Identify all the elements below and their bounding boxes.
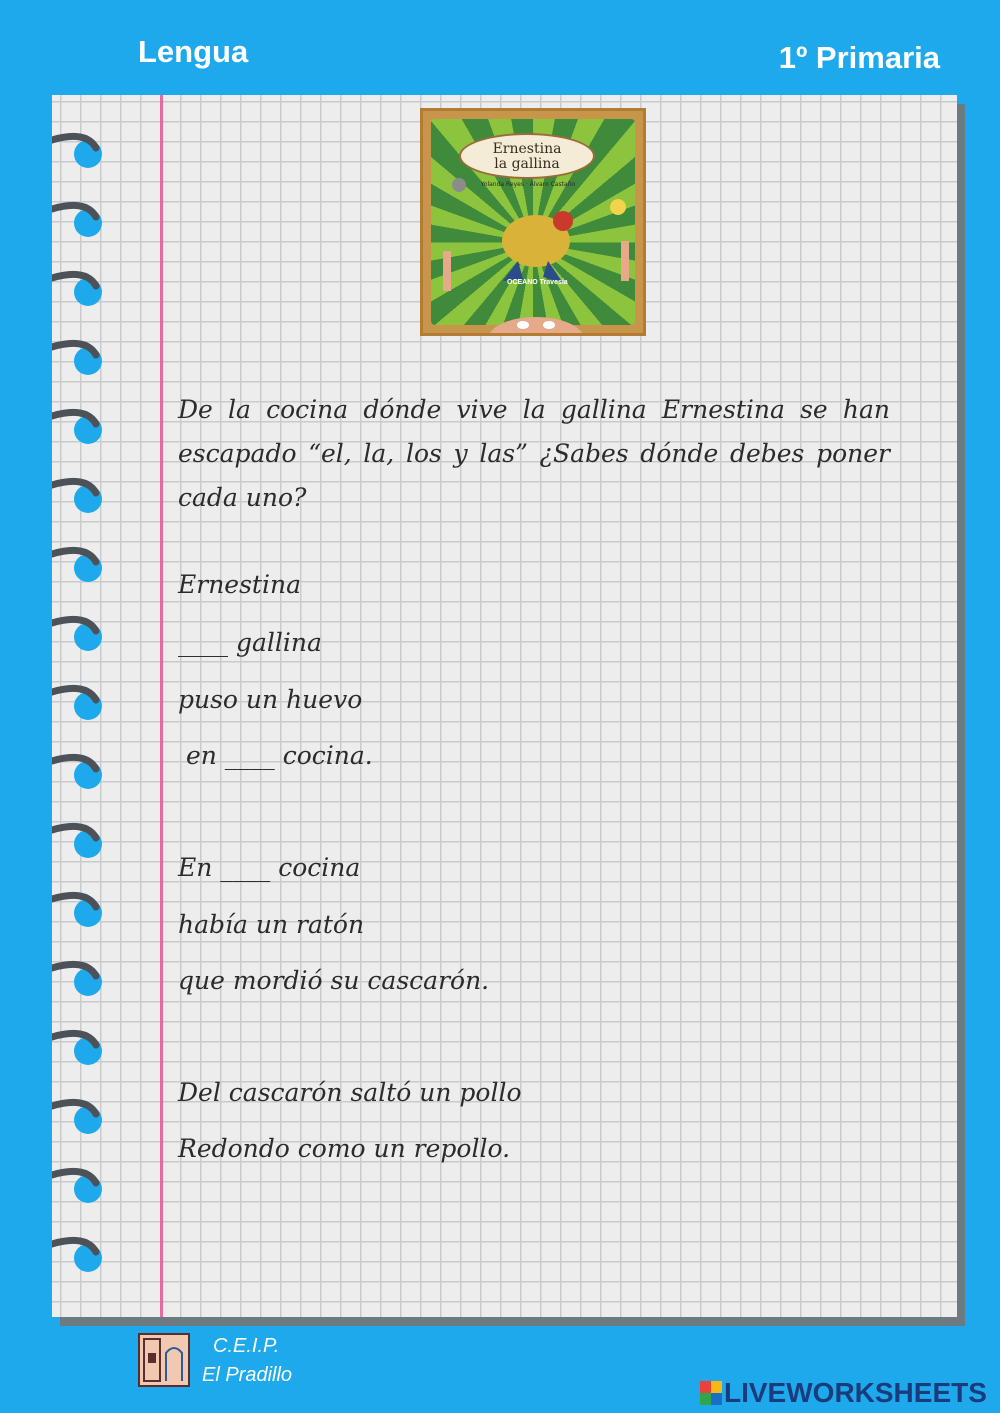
grade-title: 1º Primaria — [778, 40, 940, 75]
liveworksheets-watermark[interactable] — [700, 1378, 987, 1408]
spiral-ring — [52, 274, 102, 306]
liveworksheets-logo-icon — [700, 1381, 722, 1405]
poem-line: había un ratón — [178, 910, 365, 939]
watermark-text: LIVEWORKSHEETS — [724, 1377, 987, 1408]
poem-line-blank: en ____ cocina. — [178, 741, 373, 770]
poem-line: puso un huevo — [178, 685, 363, 714]
spiral-ring — [52, 619, 102, 651]
spiral-ring — [52, 826, 102, 858]
school-logo-emblem — [140, 1335, 188, 1385]
poem-line: Del cascarón saltó un pollo — [178, 1078, 522, 1107]
cover-publisher: OCEANO Travesía — [507, 279, 568, 286]
spiral-ring — [52, 1171, 102, 1203]
spiral-ring — [52, 481, 102, 513]
school-name-line1: C.E.I.P. — [213, 1335, 280, 1357]
poem-line: Redondo como un repollo. — [178, 1134, 511, 1163]
spiral-ring — [52, 1240, 102, 1272]
instructions-text: De la cocina dónde vive la gallina Ernestina se han escapado “el, la, los y las” ¿Sabes dónde debes poner cada uno? — [178, 395, 890, 512]
spiral-ring — [52, 757, 102, 789]
cover-title: Ernestina la gallina — [459, 133, 595, 179]
school-logo — [138, 1333, 190, 1387]
poem-line-blank: ____ gallina — [178, 628, 322, 657]
subject-title: Lengua — [138, 34, 249, 69]
poem-line-blank: En ____ cocina — [178, 853, 361, 882]
spiral-ring — [52, 1033, 102, 1065]
spiral-ring — [52, 688, 102, 720]
spiral-ring — [52, 343, 102, 375]
spiral-ring — [52, 205, 102, 237]
spiral-ring — [52, 412, 102, 444]
book-cover-image — [420, 108, 646, 336]
school-name-line2: El Pradillo — [202, 1364, 293, 1386]
spiral-ring — [52, 550, 102, 582]
poem-line: que mordió su cascarón. — [178, 966, 490, 995]
spiral-ring — [52, 895, 102, 927]
spiral-ring — [52, 964, 102, 996]
poem-line: Ernestina — [178, 570, 301, 599]
spiral-binding — [52, 95, 162, 1317]
spiral-ring — [52, 1102, 102, 1134]
cover-authors: Yolanda Reyes · Álvaro Castaño — [480, 181, 576, 188]
spiral-ring — [52, 136, 102, 168]
